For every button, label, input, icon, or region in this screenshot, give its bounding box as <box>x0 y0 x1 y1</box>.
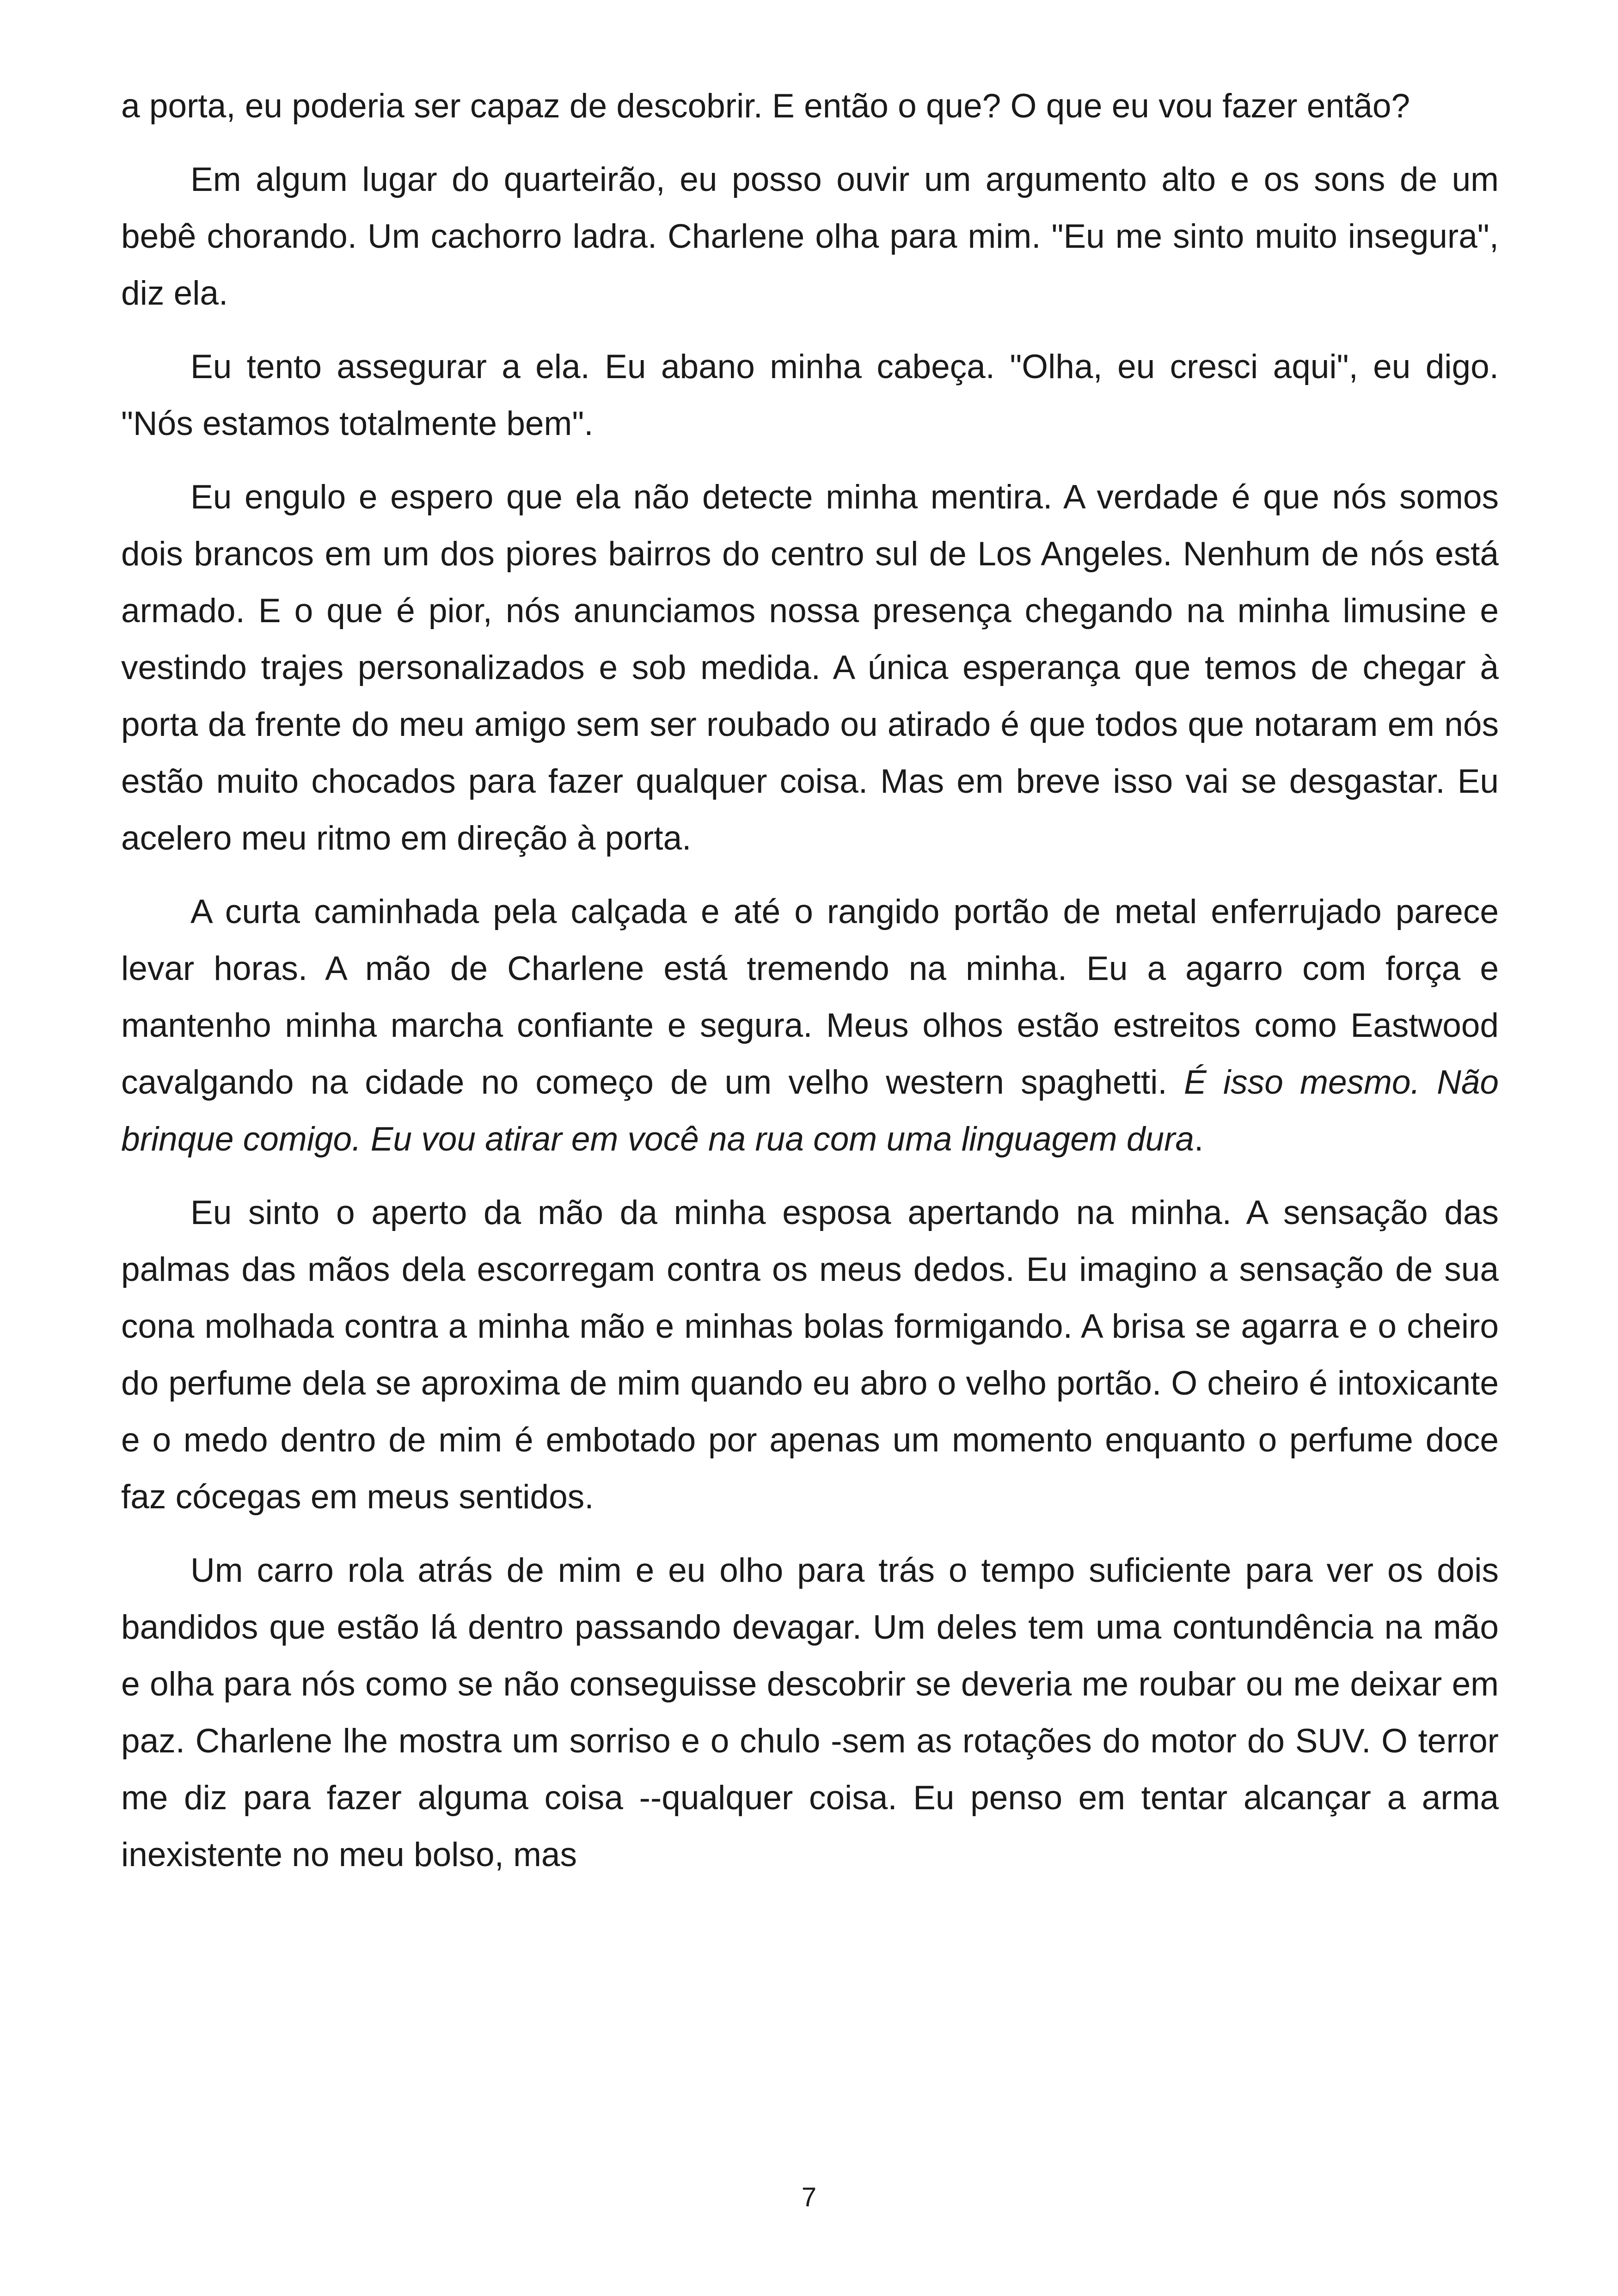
paragraph-2-text: Em algum lugar do quarteirão, eu posso ouvir um argumento alto e os sons de um bebê chorando. Um cachorro ladra. Charlene olha para mim. "Eu me sinto muito insegura", diz ela. <box>121 161 1499 312</box>
paragraph-3-text: Eu tento assegurar a ela. Eu abano minha cabeça. "Olha, eu cresci aqui", eu digo. "Nós estamos totalmente bem". <box>121 348 1499 442</box>
paragraph-2 <box>121 151 1499 322</box>
paragraph-7 <box>121 1542 1499 1883</box>
paragraph-1 <box>121 78 1499 135</box>
paragraph-3 <box>121 338 1499 452</box>
paragraph-7-text: Um carro rola atrás de mim e eu olho para trás o tempo suficiente para ver os dois bandidos que estão lá dentro passando devagar. Um deles tem uma contundência na mão e olha para nós como se não conseguisse descobrir se deveria me roubar ou me deixar em paz. Charlene lhe mostra um sorriso e o chulo -sem as rotações do motor do SUV. O terror me diz para fazer alguma coisa --qualquer coisa. Eu penso em tentar alcançar a arma inexistente no meu bolso, mas <box>121 1552 1499 1874</box>
paragraph-1-text: a porta, eu poderia ser capaz de descobrir. E então o que? O que eu vou fazer então? <box>121 87 1410 125</box>
paragraph-4 <box>121 469 1499 867</box>
paragraph-5-italic-text: É isso mesmo. Não brinque comigo. Eu vou atirar em você na rua com uma linguagem dura <box>121 1064 1499 1158</box>
paragraph-6-text: Eu sinto o aperto da mão da minha esposa apertando na minha. A sensação das palmas das mãos dela escorregam contra os meus dedos. Eu imagino a sensação de sua cona molhada contra a minha mão e minhas bolas formigando. A brisa se agarra e o cheiro do perfume dela se aproxima de mim quando eu abro o velho portão. O cheiro é intoxicante e o medo dentro de mim é embotado por apenas um momento enquanto o perfume doce faz cócegas em meus sentidos. <box>121 1194 1499 1516</box>
body-text <box>121 78 1499 1883</box>
page-number: 7 <box>801 2182 817 2212</box>
paragraph-4-text: Eu engulo e espero que ela não detecte minha mentira. A verdade é que nós somos dois brancos em um dos piores bairros do centro sul de Los Angeles. Nenhum de nós está armado. E o que é pior, nós anunciamos nossa presença chegando na minha limusine e vestindo trajes personalizados e sob medida. A única esperança que temos de chegar à porta da frente do meu amigo sem ser roubado ou atirado é que todos que notaram em nós estão muito chocados para fazer qualquer coisa. Mas em breve isso vai se desgastar. Eu acelero meu ritmo em direção à porta. <box>121 478 1499 857</box>
paragraph-5 <box>121 883 1499 1168</box>
paragraph-5-tail: . <box>1194 1120 1204 1158</box>
paragraph-5-text: A curta caminhada pela calçada e até o rangido portão de metal enferrujado parece levar horas. A mão de Charlene está tremendo na minha. Eu a agarro com força e mantenho minha marcha confiante e segura. Meus olhos estão estreitos como Eastwood cavalgando na cidade no começo de um velho western spaghetti. <box>121 893 1499 1101</box>
paragraph-6 <box>121 1184 1499 1525</box>
